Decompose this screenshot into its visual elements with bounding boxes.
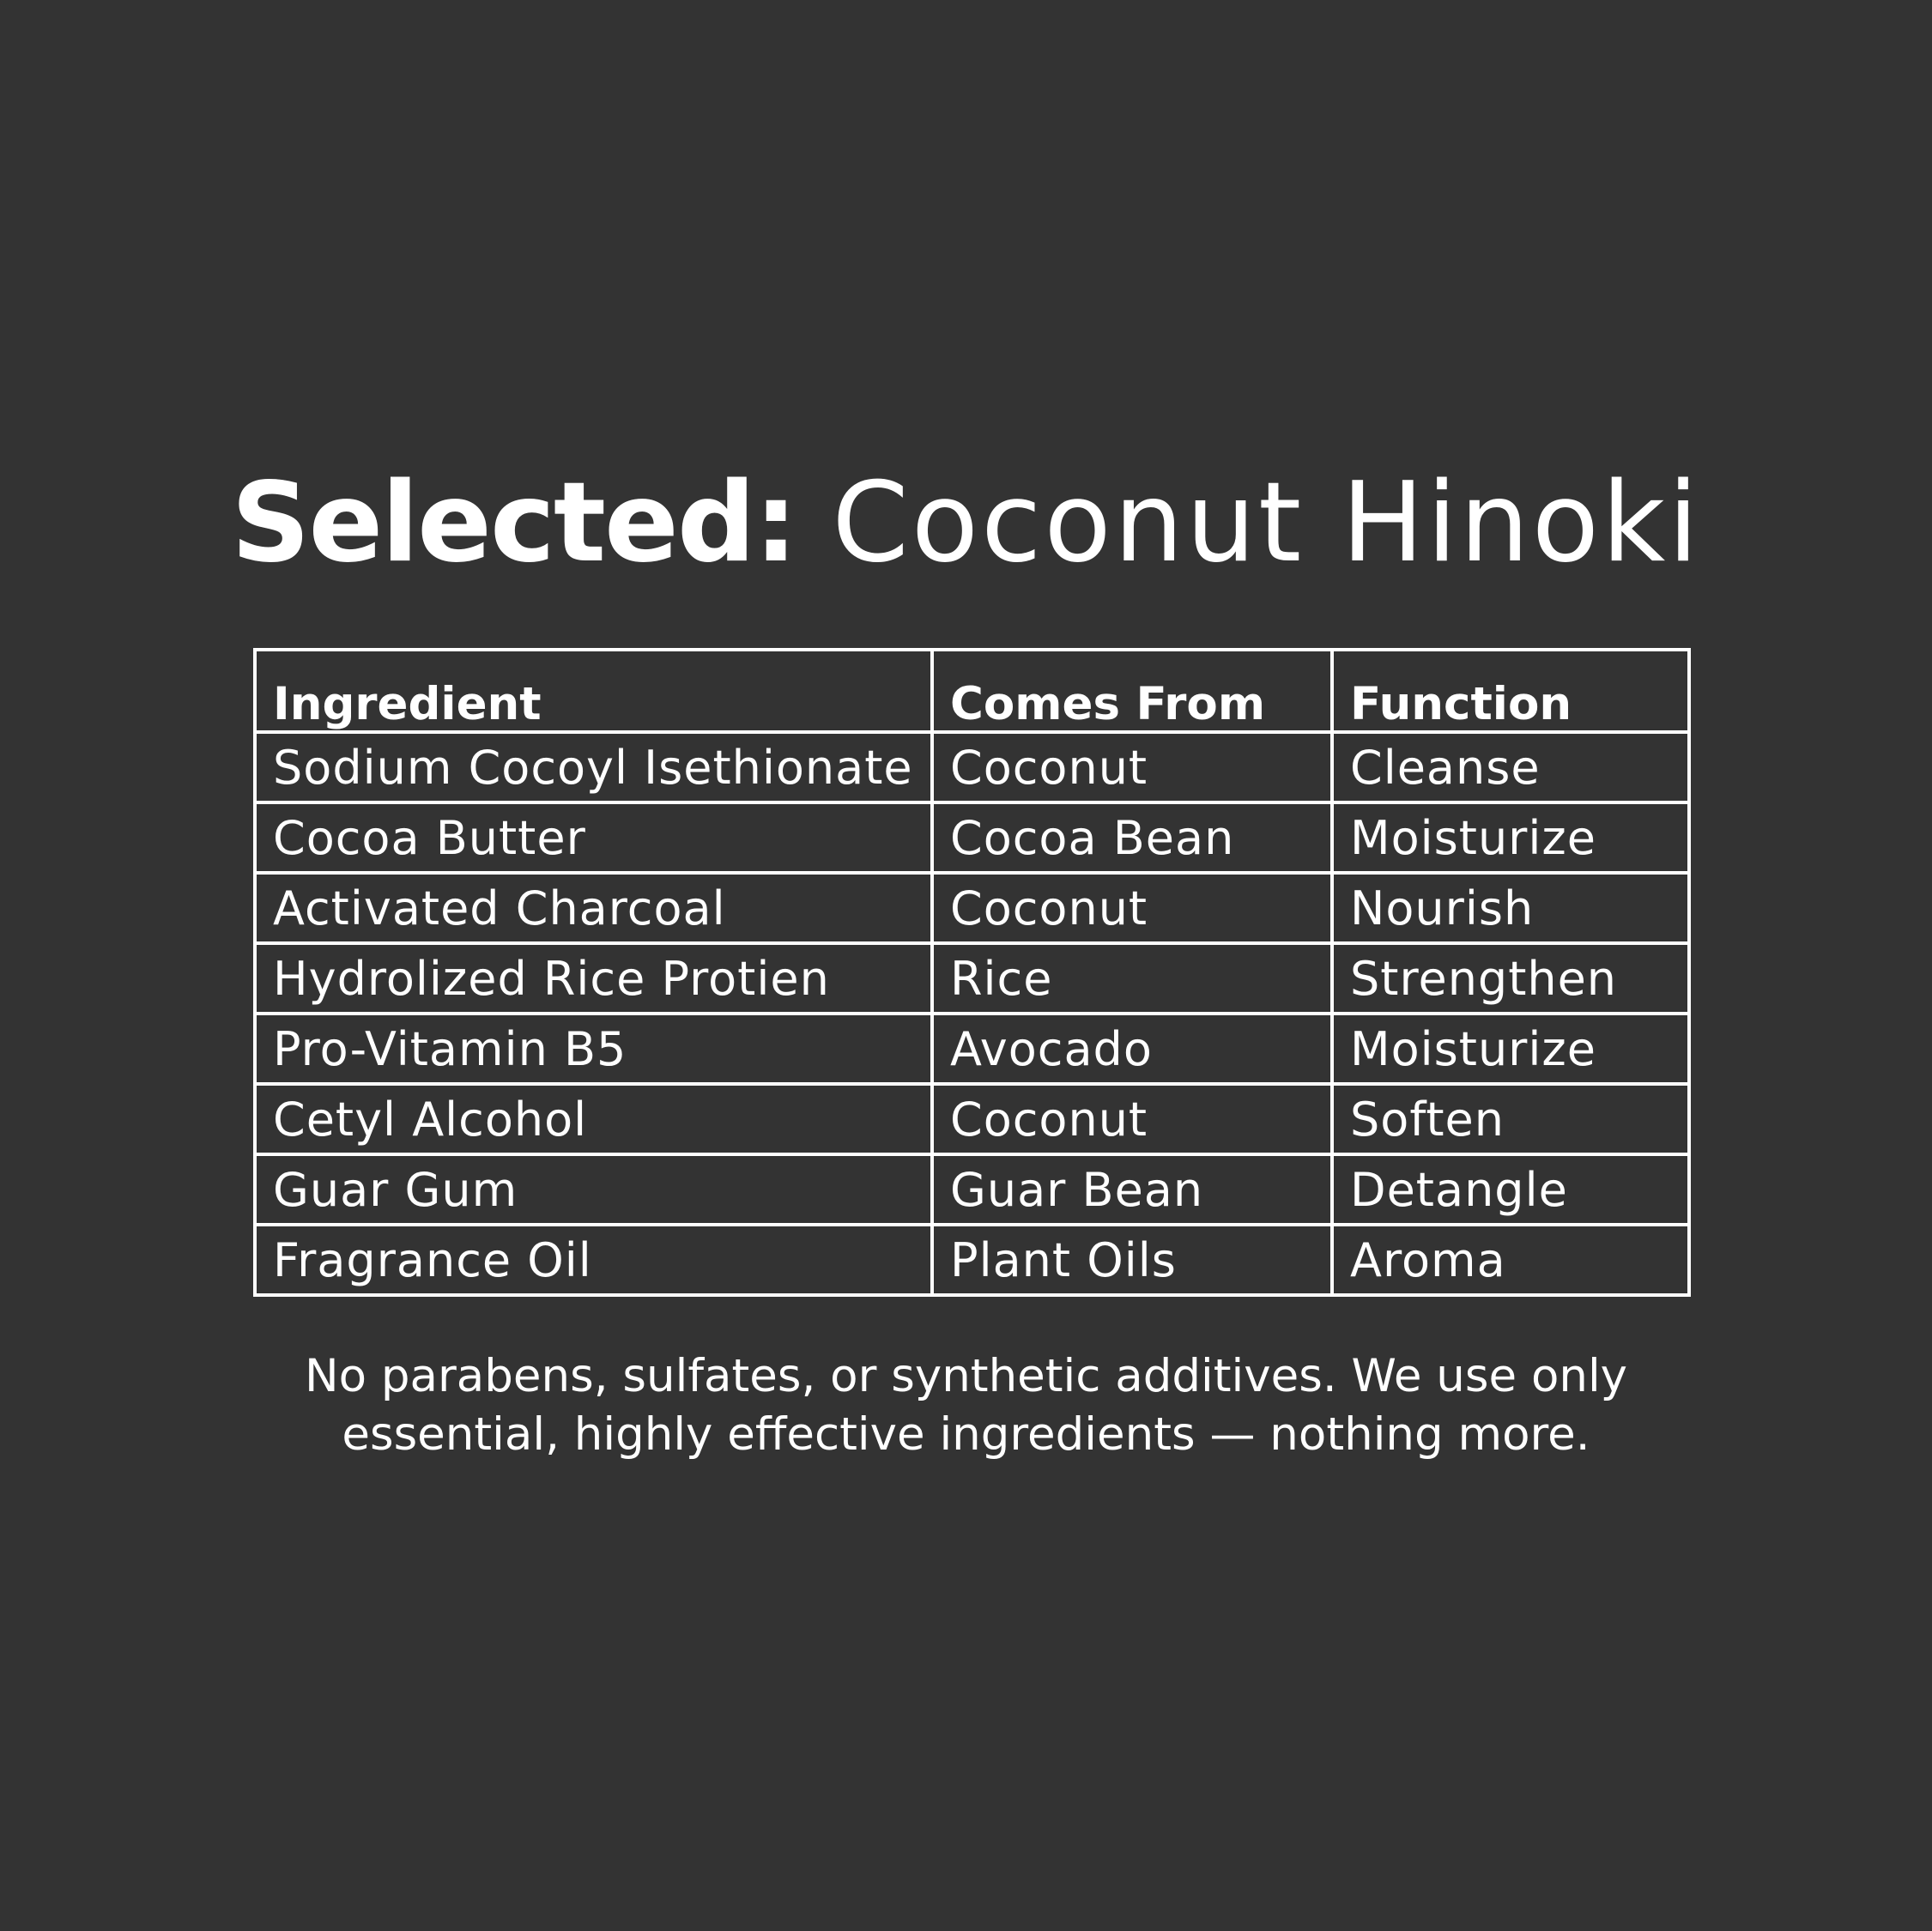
header-ingredient: Ingredient [255,650,932,732]
ingredient-cell: Cetyl Alcohol [255,1084,932,1154]
product-name: Coconut Hinoki [832,459,1701,587]
footnote-line-1: No parabens, sulfates, or synthetic additives. We use only [304,1350,1628,1402]
function-cell: Moisturize [1332,802,1689,873]
table-row [255,1154,1689,1225]
page-title [0,459,1932,587]
function-cell: Strengthen [1332,943,1689,1014]
selected-label: Selected: [231,459,796,587]
ingredient-cell: Pro-Vitamin B5 [255,1014,932,1084]
header-function: Function [1332,650,1689,732]
table-row [255,1084,1689,1154]
function-cell: Detangle [1332,1154,1689,1225]
function-cell: Cleanse [1332,732,1689,802]
function-cell: Moisturize [1332,1014,1689,1084]
table-row [255,802,1689,873]
table-header-row [255,650,1689,732]
ingredient-cell: Cocoa Butter [255,802,932,873]
ingredient-cell: Hydrolized Rice Protien [255,943,932,1014]
source-cell: Avocado [932,1014,1332,1084]
table-row [255,732,1689,802]
ingredient-cell: Activated Charcoal [255,873,932,943]
table-row [255,943,1689,1014]
source-cell: Coconut [932,732,1332,802]
source-cell: Cocoa Bean [932,802,1332,873]
function-cell: Aroma [1332,1225,1689,1295]
table-row [255,873,1689,943]
table-row [255,1014,1689,1084]
source-cell: Guar Bean [932,1154,1332,1225]
source-cell: Coconut [932,1084,1332,1154]
ingredient-cell: Sodium Cocoyl Isethionate [255,732,932,802]
source-cell: Plant Oils [932,1225,1332,1295]
function-cell: Soften [1332,1084,1689,1154]
ingredient-cell: Fragrance Oil [255,1225,932,1295]
table-row [255,1225,1689,1295]
ingredient-cell: Guar Gum [255,1154,932,1225]
header-comes-from: Comes From [932,650,1332,732]
ingredients-table [253,648,1691,1297]
source-cell: Coconut [932,873,1332,943]
source-cell: Rice [932,943,1332,1014]
footnote-line-2: essential, highly effective ingredients — nothing more. [342,1408,1590,1461]
footnote [0,1347,1932,1464]
function-cell: Nourish [1332,873,1689,943]
